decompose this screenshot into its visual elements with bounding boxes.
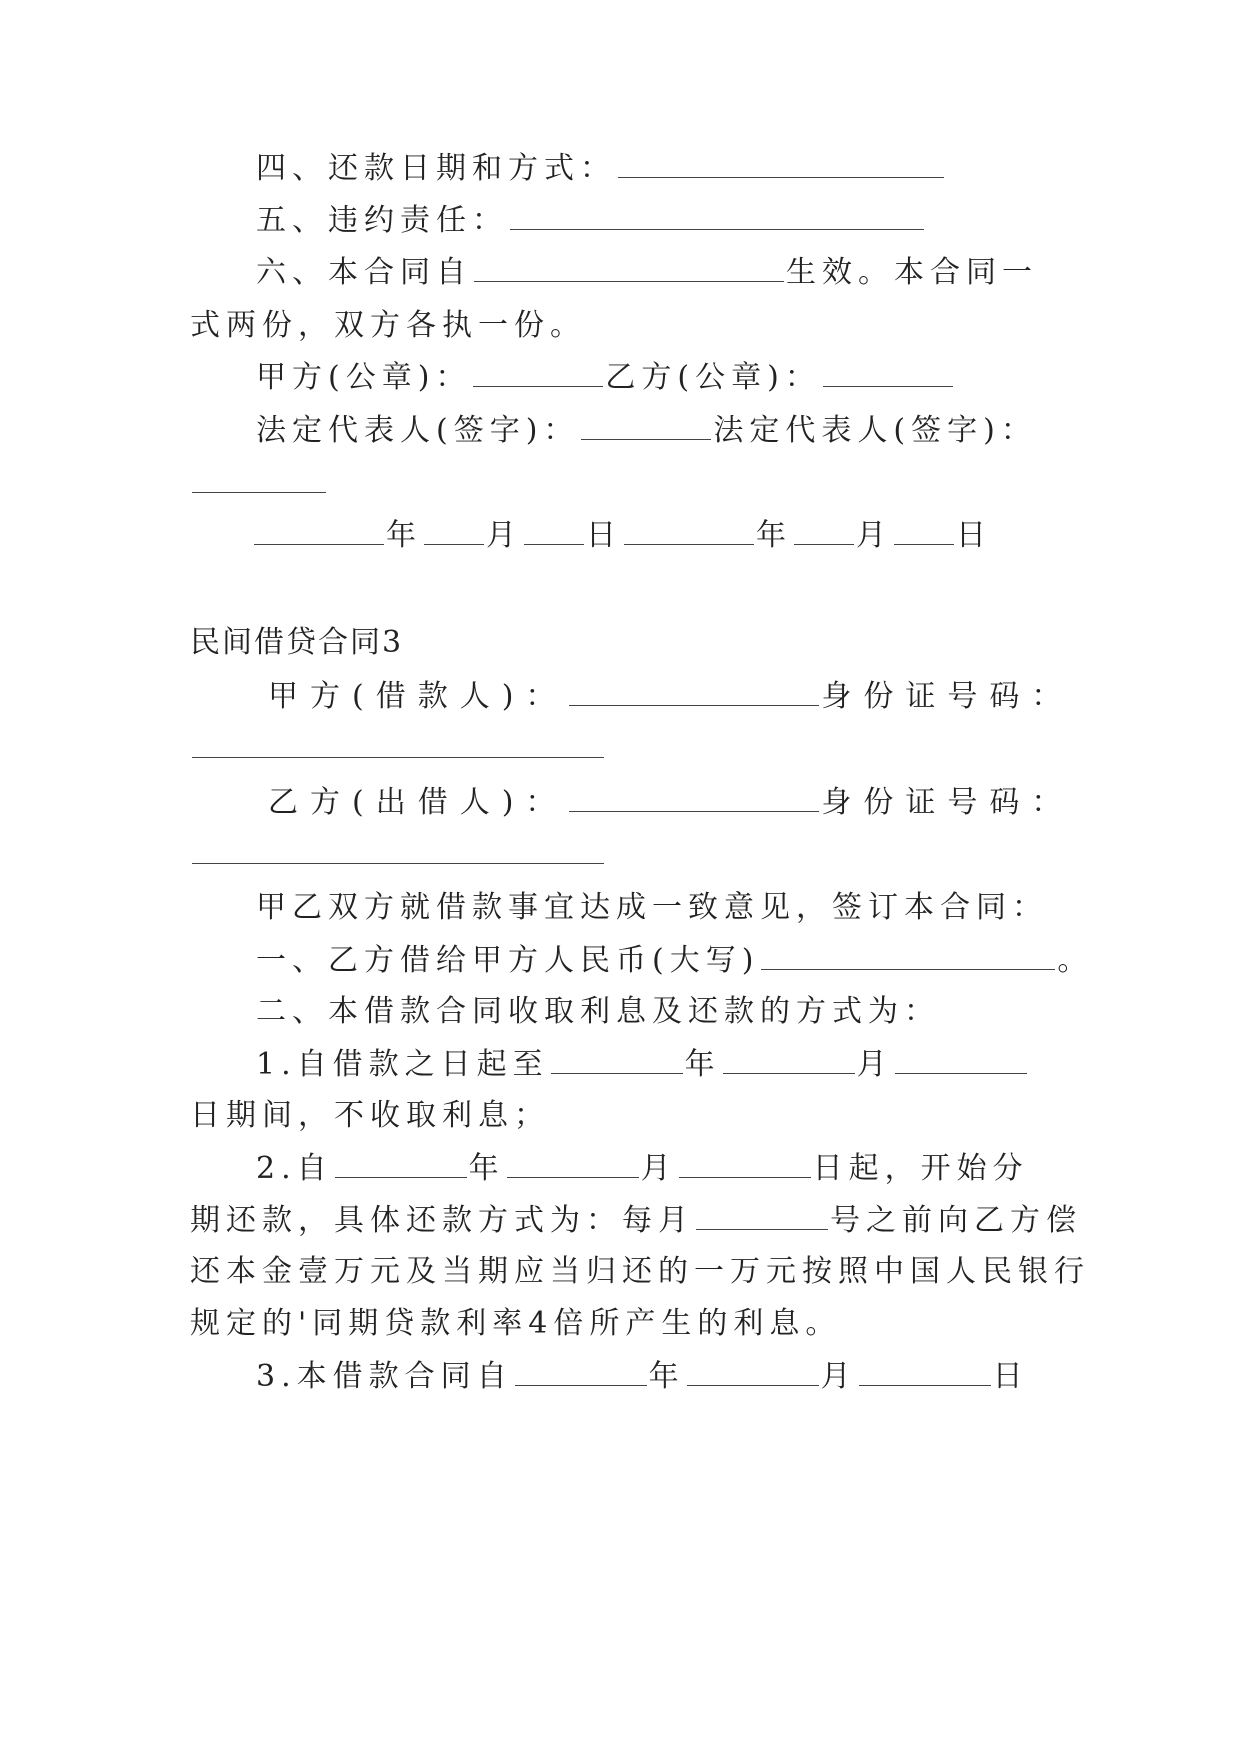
item-3-line	[256, 1361, 1029, 1392]
year-label: 年	[386, 518, 422, 553]
blank-line	[569, 681, 819, 706]
blank-line	[424, 520, 484, 545]
item-2-text-b: 日起，开始分	[812, 1151, 1029, 1186]
clause-6-text-a: 六、本合同自	[256, 255, 472, 290]
blank-line	[894, 520, 954, 545]
item-2-text-e: 还本金壹万元及当期应当归还的一万元按照中国人民银行	[190, 1254, 1090, 1289]
blank-line	[192, 468, 326, 493]
year-label: 年	[684, 1047, 721, 1082]
clause-1-amount	[256, 945, 1093, 976]
item-1-line	[256, 1049, 1029, 1080]
item-1-text: 1.自借款之日起至	[256, 1047, 549, 1082]
clause-6-text-c: 式两份，双方各执一份。	[190, 308, 586, 343]
item-2-continued-2	[190, 1254, 1090, 1289]
item-2-continued-3	[190, 1306, 842, 1341]
representative-line	[256, 415, 1037, 446]
blank-line	[192, 839, 604, 864]
item-1-text-b: 日期间，不收取利息；	[190, 1098, 550, 1133]
day-label: 日	[586, 518, 622, 553]
clause-4-text: 四、还款日期和方式：	[256, 151, 616, 186]
borrower-line	[268, 681, 1073, 712]
blank-line	[524, 520, 584, 545]
blank-line	[687, 1361, 819, 1386]
clause-6-continued	[190, 308, 586, 343]
blank-line	[551, 1049, 683, 1074]
contract-title-text: 民间借贷合同3	[190, 625, 404, 660]
party-b-seal-label: 乙方(公章)：	[605, 360, 821, 395]
blank-line	[254, 520, 384, 545]
representative-blank-line	[190, 468, 328, 499]
blank-line	[859, 1361, 991, 1386]
clause-6-effective	[256, 257, 1038, 288]
agreement-intro	[256, 890, 1048, 925]
month-label: 月	[640, 1151, 677, 1186]
clause-1-period: 。	[1057, 943, 1094, 978]
blank-line	[510, 205, 924, 230]
month-label: 月	[856, 1047, 893, 1082]
borrower-id-label: 身份证号码：	[821, 679, 1074, 714]
blank-line	[618, 153, 944, 178]
day-label: 日	[956, 518, 992, 553]
item-2-text-c: 期还款，具体还款方式为：每月	[190, 1203, 694, 1238]
item-2-text-f: 规定的'同期贷款利率4倍所产生的利息。	[190, 1306, 842, 1341]
month-label: 月	[486, 518, 522, 553]
item-2-text-d: 号之前向乙方偿	[830, 1203, 1082, 1238]
blank-line	[761, 945, 1055, 970]
blank-line	[794, 520, 854, 545]
blank-line	[679, 1153, 811, 1178]
date-line	[252, 520, 992, 551]
month-label: 月	[856, 518, 892, 553]
item-2-line	[256, 1153, 1029, 1184]
year-label: 年	[468, 1151, 505, 1186]
contract-title	[190, 625, 404, 660]
item-2-text: 2.自	[256, 1151, 333, 1186]
lender-id-blank-line	[190, 839, 606, 870]
clause-2-text: 二、本借款合同收取利息及还款的方式为：	[256, 994, 940, 1029]
item-3-text: 3.本借款合同自	[256, 1359, 513, 1394]
blank-line	[335, 1153, 467, 1178]
party-a-representative-label: 法定代表人(签字)：	[256, 413, 580, 448]
blank-line	[474, 257, 784, 282]
party-b-representative-label: 法定代表人(签字)：	[713, 413, 1037, 448]
party-a-seal-label: 甲方(公章)：	[256, 360, 472, 395]
borrower-label: 甲方(借款人)：	[268, 679, 568, 714]
item-2-continued	[190, 1205, 1082, 1236]
lender-line	[268, 787, 1073, 818]
blank-line	[192, 733, 604, 758]
lender-id-label: 身份证号码：	[821, 785, 1074, 820]
year-label: 年	[648, 1359, 685, 1394]
clause-2-interest	[256, 994, 940, 1029]
clause-5-liability	[256, 205, 926, 236]
item-1-continued	[190, 1098, 550, 1133]
month-label: 月	[820, 1359, 857, 1394]
agreement-intro-text: 甲乙双方就借款事宜达成一致意见，签订本合同：	[256, 890, 1048, 925]
year-label: 年	[756, 518, 792, 553]
day-label: 日	[992, 1359, 1029, 1394]
blank-line	[473, 362, 603, 387]
blank-line	[507, 1153, 639, 1178]
clause-4-repayment	[256, 153, 946, 184]
clause-6-text-b: 生效。本合同一	[786, 255, 1038, 290]
blank-line	[723, 1049, 855, 1074]
blank-line	[581, 415, 711, 440]
lender-label: 乙方(出借人)：	[268, 785, 568, 820]
seal-line	[256, 362, 955, 393]
clause-1-text: 一、乙方借给甲方人民币(大写)	[256, 943, 760, 978]
clause-5-text: 五、违约责任：	[256, 203, 508, 238]
blank-line	[569, 787, 819, 812]
blank-line	[823, 362, 953, 387]
blank-line	[895, 1049, 1027, 1074]
borrower-id-blank-line	[190, 733, 606, 764]
blank-line	[515, 1361, 647, 1386]
blank-line	[696, 1205, 828, 1230]
blank-line	[624, 520, 754, 545]
